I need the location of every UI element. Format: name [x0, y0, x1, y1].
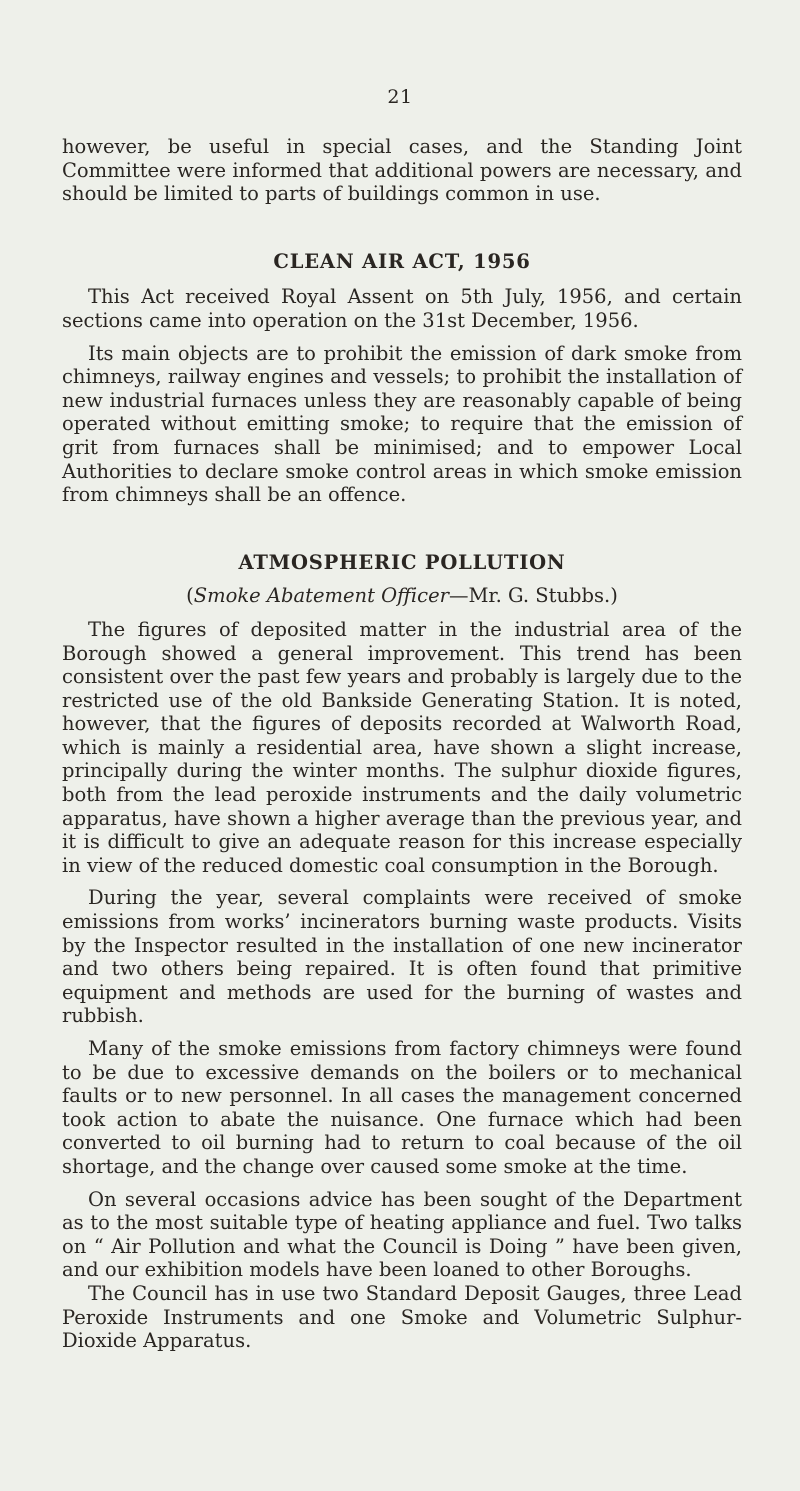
clean-air-heading: CLEAN AIR ACT, 1956 [273, 249, 531, 273]
document-body [62, 135, 742, 1353]
atmospheric-paragraph-5: The Council has in use two Standard Deposit Gauges, three Lead Peroxide Instruments and one Smoke and Volumetric Sulphur-Dioxide Apparatus. [62, 1281, 742, 1353]
atmospheric-subheading [62, 584, 742, 608]
subheading-officer-title: Smoke Abatement Officer [193, 584, 449, 608]
clean-air-paragraph-2: Its main objects are to prohibit the emission of dark smoke from chimneys, railway engines and vessels; to prohibit the installation of new industrial furnaces unless they are reasonably capable of being operated without emitting smoke; to require that the emission of grit from furnaces shall be minimised; and to empower Local Authorities to declare smoke control areas in which smoke emission from chimneys shall be an offence. [62, 341, 742, 507]
page-number: 21 [387, 86, 413, 108]
atmospheric-paragraph-3: Many of the smoke emissions from factory chimneys were found to be due to excessive demands on the boilers or to mechanical faults or to new personnel. In all cases the management concerned took action to abate the nuisance. One furnace which had been converted to oil burning had to return to coal because of the oil shortage, and the change over caused some smoke at the time. [62, 1037, 742, 1178]
atmospheric-heading: ATMOSPHERIC POLLUTION [238, 550, 566, 574]
intro-paragraph: however, be useful in special cases, and the Standing Joint Committee were informed that additional powers are necessary, and should be limited to parts of buildings common in use. [62, 135, 742, 206]
atmospheric-paragraph-2: During the year, several complaints were received of smoke emissions from works’ incinerators burning waste products. Visits by the Inspector resulted in the installation of one new incinerator and two others being repaired. It is often found that primitive equipment and methods are used for the burning of wastes and rubbish. [62, 886, 742, 1028]
clean-air-paragraph-1: This Act received Royal Assent on 5th July, 1956, and certain sections came into operation on the 31st December, 1956. [62, 285, 742, 332]
subheading-officer-name: —Mr. G. Stubbs.) [448, 584, 618, 608]
subheading-open-paren: ( [186, 584, 194, 608]
atmospheric-paragraph-4: On several occasions advice has been sought of the Department as to the most suitable type of heating appliance and fuel. Two talks on “ Air Pollution and what the Council is Doing ” have been given, and our exhibition models have been loaned to other Boroughs. [62, 1187, 742, 1282]
atmospheric-paragraph-1: The figures of deposited matter in the industrial area of the Borough showed a general improvement. This trend has been consistent over the past few years and probably is largely due to the restricted use of the old Bankside Generating Station. It is noted, however, that the figures of deposits recorded at Walworth Road, which is mainly a residential area, have shown a slight increase, principally during the winter months. The sulphur dioxide figures, both from the lead peroxide instruments and the daily volumetric apparatus, have shown a higher average than the previous year, and it is difficult to give an adequate reason for this increase especially in view of the reduced domestic coal consumption in the Borough. [62, 617, 742, 877]
